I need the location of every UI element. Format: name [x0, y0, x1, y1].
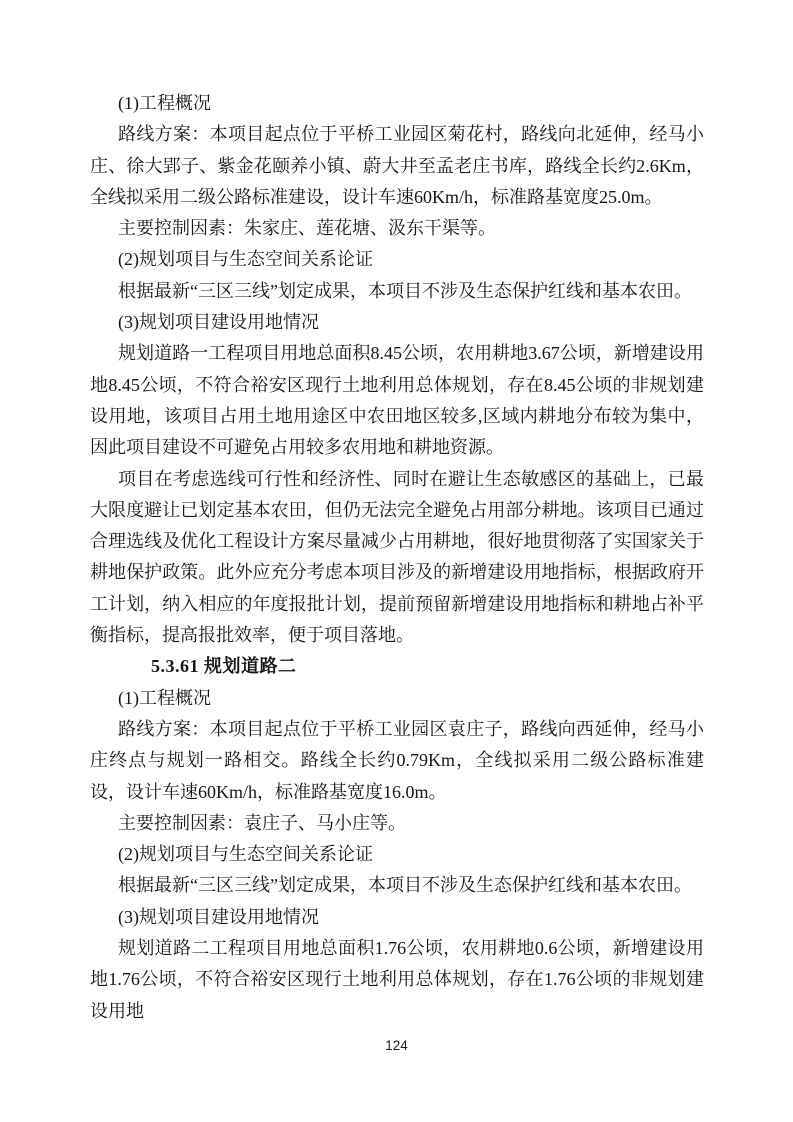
section-subheading: (1)工程概况: [118, 93, 211, 113]
body-paragraph: 项目在考虑选线可行性和经济性、同时在避让生态敏感区的基础上，已最大限度避让已划定基本农田，但仍无法完全避免占用部分耕地。该项目已通过合理选线及优化工程设计方案尽量减少占用耕地，很好地贯彻落了实国家关于耕地保护政策。此外应充分考虑本项目涉及的新增建设用地指标，根据政府开工计划，纳入相应的年度报批计划，提前预留新增建设用地指标和耕地占补平衡指标，提高报批效率，便于项目落地。: [90, 468, 704, 646]
section-heading: 5.3.61 规划道路二: [151, 656, 297, 677]
body-paragraph: 路线方案：本项目起点位于平桥工业园区菊花村，路线向北延伸，经马小庄、徐大郢子、紫金花颐养小镇、蔚大井至孟老庄书库，路线全长约2.6Km，全线拟采用二级公路标准建设，设计车速60Km/h，标准路基宽度25.0m。: [90, 124, 704, 207]
section-subheading: (1)工程概况: [118, 687, 211, 708]
page-number: 124: [385, 1038, 408, 1053]
body-paragraph: 根据最新“三区三线”划定成果，本项目不涉及生态保护红线和基本农田。: [118, 280, 692, 301]
body-paragraph: 路线方案：本项目起点位于平桥工业园区袁庄子，路线向西延伸，经马小庄终点与规划一路相交。路线全长约0.79Km，全线拟采用二级公路标准建设，设计车速60Km/h，标准路基宽度16.0m。: [90, 718, 704, 802]
section-subheading: (3)规划项目建设用地情况: [118, 312, 319, 333]
body-paragraph: 规划道路一工程项目用地总面积8.45公顷，农用耕地3.67公顷，新增建设用地8.45公顷，不符合裕安区现行土地利用总体规划，存在8.45公顷的非规划建设用地，该项目占用土地用途区中农田地区较多,区域内耕地分布较为集中，因此项目建设不可避免占用较多农用地和耕地资源。: [90, 343, 704, 458]
document-body: [90, 88, 704, 1027]
section-subheading: (2)规划项目与生态空间关系论证: [118, 844, 373, 865]
section-subheading: (3)规划项目建设用地情况: [118, 906, 319, 927]
body-paragraph: 根据最新“三区三线”划定成果，本项目不涉及生态保护红线和基本农田。: [118, 875, 692, 896]
body-paragraph: 主要控制因素：朱家庄、莲花塘、汲东干渠等。: [118, 218, 496, 239]
body-paragraph: 主要控制因素：袁庄子、马小庄等。: [118, 812, 406, 833]
section-subheading: (2)规划项目与生态空间关系论证: [118, 249, 373, 270]
body-paragraph: 规划道路二工程项目用地总面积1.76公顷，农用耕地0.6公顷，新增建设用地1.76公顷，不符合裕安区现行土地利用总体规划，存在1.76公顷的非规划建设用地: [90, 938, 704, 1021]
